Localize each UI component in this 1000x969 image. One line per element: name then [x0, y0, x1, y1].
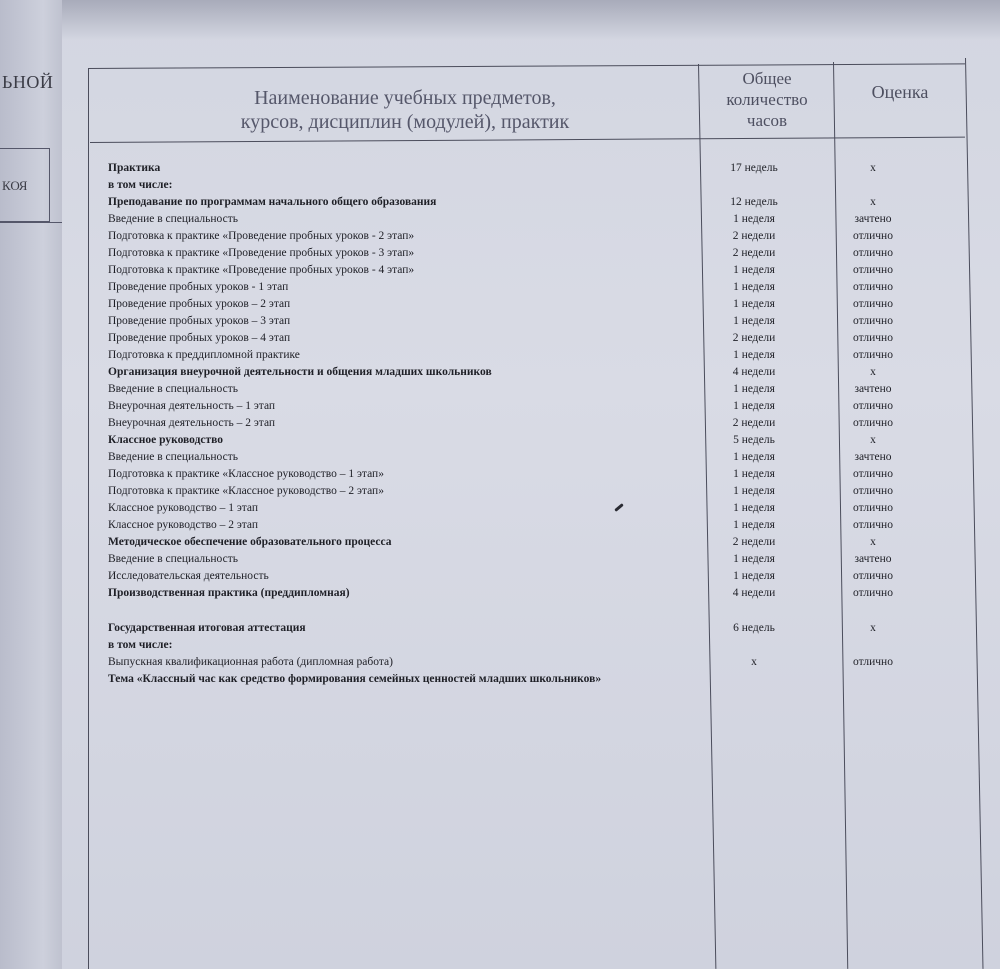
- row-subject: Проведение пробных уроков - 1 этап: [108, 281, 289, 293]
- row-grade: отлично: [853, 349, 893, 361]
- table-row: [108, 449, 978, 466]
- row-subject: Классное руководство: [108, 434, 224, 446]
- row-subject: Проведение пробных уроков – 2 этап: [108, 298, 291, 310]
- table-row: [108, 245, 978, 262]
- row-grade: зачтено: [854, 553, 892, 565]
- row-grade: отлично: [853, 587, 893, 599]
- table-row: [108, 313, 978, 330]
- row-grade: отлично: [853, 468, 893, 480]
- row-subject: Подготовка к практике «Классное руководство – 1 этап»: [108, 468, 384, 480]
- row-subject: Государственная итоговая аттестация: [108, 622, 306, 634]
- table-left-border: [88, 68, 89, 969]
- row-hours: 4 недели: [732, 366, 776, 378]
- adjacent-page-fragment-mid: КОЯ: [2, 178, 28, 193]
- row-subject: Введение в специальность: [108, 451, 238, 463]
- row-hours: 2 недели: [732, 536, 776, 548]
- row-grade: отлично: [853, 656, 893, 668]
- row-grade: отлично: [853, 400, 893, 412]
- row-hours: 1 неделя: [733, 213, 775, 225]
- table-row: [108, 211, 978, 228]
- row-grade: отлично: [853, 502, 893, 514]
- header-grade-column: Оценка: [871, 82, 929, 102]
- table-row: [108, 517, 978, 534]
- sheet-shadow: [62, 0, 1000, 40]
- row-grade: х: [870, 434, 876, 446]
- table-row: [108, 296, 978, 313]
- row-grade: х: [870, 622, 876, 634]
- table-row: [108, 415, 978, 432]
- table-row: [108, 534, 978, 551]
- row-hours: 2 недели: [732, 417, 776, 429]
- table-row: [108, 483, 978, 500]
- row-subject: Введение в специальность: [108, 213, 238, 225]
- table-row: [108, 228, 978, 245]
- table-row: [108, 330, 978, 347]
- row-subject: Классное руководство – 2 этап: [108, 519, 259, 531]
- row-hours: 1 неделя: [733, 349, 775, 361]
- table-row: [108, 262, 978, 279]
- adjacent-page-rule: [0, 222, 62, 223]
- table-body: [108, 160, 978, 705]
- table-row: [108, 654, 978, 671]
- row-grade: отлично: [853, 570, 893, 582]
- row-grade: отлично: [853, 485, 893, 497]
- row-hours: 1 неделя: [733, 570, 775, 582]
- row-subject: Практика: [108, 162, 161, 174]
- table-row: [108, 194, 978, 211]
- table-row: [108, 381, 978, 398]
- row-hours: 5 недель: [733, 434, 775, 446]
- table-row: [108, 568, 978, 585]
- row-subject: Преподавание по программам начального общего образования: [108, 196, 437, 208]
- row-hours: 1 неделя: [733, 383, 775, 395]
- table-row: [108, 637, 978, 654]
- row-subject: в том числе:: [108, 179, 173, 191]
- row-subject: Введение в специальность: [108, 383, 238, 395]
- table-row: [108, 177, 978, 194]
- row-subject: в том числе:: [108, 639, 173, 651]
- row-subject: Подготовка к практике «Проведение пробных уроков - 2 этап»: [108, 230, 415, 242]
- table-row: [108, 671, 978, 705]
- row-grade: отлично: [853, 264, 893, 276]
- row-hours: 2 недели: [732, 247, 776, 259]
- table-row: [108, 466, 978, 483]
- row-grade: отлично: [853, 519, 893, 531]
- row-hours: 1 неделя: [733, 400, 775, 412]
- row-grade: отлично: [853, 315, 893, 327]
- row-hours: 1 неделя: [733, 298, 775, 310]
- row-subject: Проведение пробных уроков – 4 этап: [108, 332, 291, 344]
- row-grade: х: [870, 366, 876, 378]
- row-subject: Организация внеурочной деятельности и общения младших школьников: [108, 366, 492, 378]
- row-grade: х: [870, 536, 876, 548]
- row-grade: зачтено: [854, 383, 892, 395]
- row-hours: 6 недель: [733, 622, 775, 634]
- header-name-column: Наименование учебных предметов, курсов, дисциплин (модулей), практик: [240, 87, 570, 133]
- row-hours: 1 неделя: [733, 553, 775, 565]
- row-hours: 1 неделя: [733, 485, 775, 497]
- row-hours: 2 недели: [732, 332, 776, 344]
- row-subject: Введение в специальность: [108, 553, 238, 565]
- row-subject: Подготовка к преддипломной практике: [108, 349, 300, 361]
- row-subject: Внеурочная деятельность – 2 этап: [108, 417, 276, 429]
- row-hours: 1 неделя: [733, 502, 775, 514]
- row-subject: Выпускная квалификационная работа (дипломная работа): [108, 656, 393, 668]
- row-grade: отлично: [853, 281, 893, 293]
- row-grade: отлично: [853, 298, 893, 310]
- row-grade: отлично: [853, 247, 893, 259]
- row-hours: 1 неделя: [733, 264, 775, 276]
- table-row: [108, 398, 978, 415]
- row-subject: Тема «Классный час как средство формирования семейных ценностей младших школьников»: [108, 673, 602, 685]
- table-row: [108, 279, 978, 296]
- table-row: [108, 620, 978, 637]
- row-grade: отлично: [853, 417, 893, 429]
- header-hours-column: Общее количество часов: [726, 69, 808, 130]
- row-grade: х: [870, 196, 876, 208]
- row-hours: 1 неделя: [733, 468, 775, 480]
- row-hours: 1 неделя: [733, 315, 775, 327]
- adjacent-page-fragment-top: ЬНОЙ: [2, 72, 54, 92]
- table-row: [108, 347, 978, 364]
- row-subject: Методическое обеспечение образовательного процесса: [108, 536, 392, 548]
- row-grade: х: [870, 162, 876, 174]
- row-grade: зачтено: [854, 451, 892, 463]
- row-grade: отлично: [853, 230, 893, 242]
- row-subject: Подготовка к практике «Проведение пробных уроков - 4 этап»: [108, 264, 415, 276]
- table-row: [108, 432, 978, 449]
- row-subject: Подготовка к практике «Проведение пробных уроков - 3 этап»: [108, 247, 415, 259]
- row-subject: Подготовка к практике «Классное руководство – 2 этап»: [108, 485, 384, 497]
- table-row: [108, 585, 978, 602]
- table-row: [108, 551, 978, 568]
- row-subject: Проведение пробных уроков – 3 этап: [108, 315, 291, 327]
- row-grade: отлично: [853, 332, 893, 344]
- table-row: [108, 160, 978, 177]
- row-hours: 4 недели: [732, 587, 776, 599]
- row-subject: Производственная практика (преддипломная): [108, 587, 350, 599]
- row-hours: 1 неделя: [733, 519, 775, 531]
- row-hours: 17 недель: [730, 162, 778, 174]
- table-row: [108, 364, 978, 381]
- row-hours: 1 неделя: [733, 281, 775, 293]
- adjacent-page: [0, 0, 63, 969]
- row-hours: 1 неделя: [733, 451, 775, 463]
- row-subject: Исследовательская деятельность: [108, 570, 269, 582]
- row-subject: Классное руководство – 1 этап: [108, 502, 259, 514]
- row-grade: зачтено: [854, 213, 892, 225]
- row-subject: Внеурочная деятельность – 1 этап: [108, 400, 276, 412]
- row-hours: 12 недель: [730, 196, 778, 208]
- row-hours: 2 недели: [732, 230, 776, 242]
- table-row: [108, 500, 978, 517]
- row-hours: х: [751, 656, 757, 668]
